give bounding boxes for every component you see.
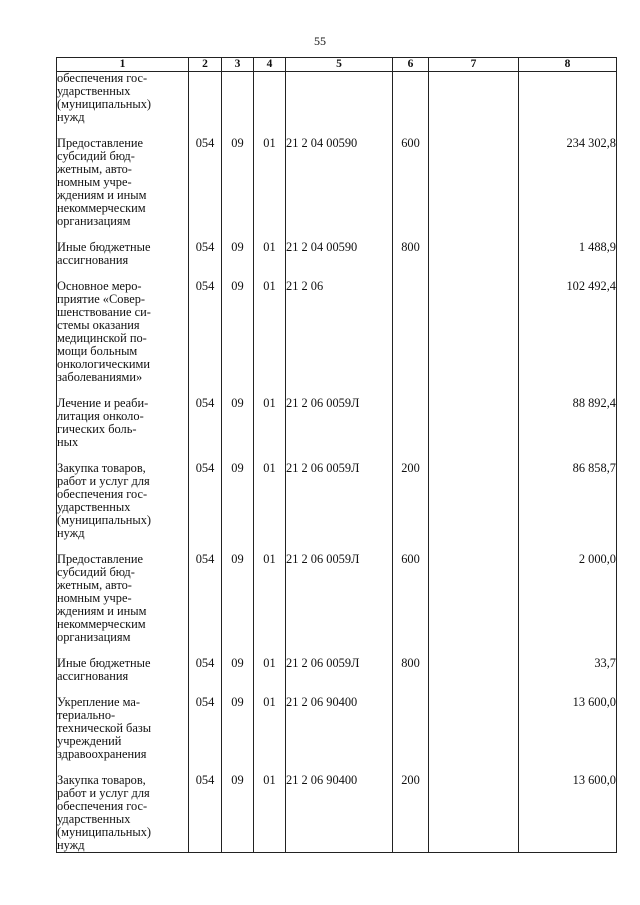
cell-col-5: 21 2 06 90400 bbox=[286, 774, 393, 853]
row-name-line: организациям bbox=[57, 630, 131, 644]
row-name-line: медицинской по- bbox=[57, 331, 147, 345]
row-name-line: териально- bbox=[57, 708, 116, 722]
cell-col-5: 21 2 04 00590 bbox=[286, 137, 393, 241]
cell-col-6: 800 bbox=[393, 657, 429, 696]
cell-col-4: 01 bbox=[254, 241, 286, 280]
cell-col-2: 054 bbox=[189, 553, 222, 657]
cell-col-7 bbox=[429, 397, 519, 462]
cell-col-8: 102 492,4 bbox=[519, 280, 617, 397]
table-row bbox=[57, 696, 617, 774]
row-name-line: номным учре- bbox=[57, 591, 132, 605]
cell-col-8: 86 858,7 bbox=[519, 462, 617, 553]
cell-col-2: 054 bbox=[189, 280, 222, 397]
cell-col-7 bbox=[429, 137, 519, 241]
cell-col-3: 09 bbox=[222, 137, 254, 241]
cell-col-3: 09 bbox=[222, 774, 254, 853]
cell-col-4 bbox=[254, 72, 286, 138]
row-name-line: ассигнования bbox=[57, 253, 129, 267]
table-row bbox=[57, 137, 617, 241]
row-name-line: мощи больным bbox=[57, 344, 138, 358]
row-name-line: приятие «Совер- bbox=[57, 292, 146, 306]
column-header-2: 2 bbox=[189, 58, 222, 72]
cell-col-4: 01 bbox=[254, 696, 286, 774]
row-name-line: (муниципальных) bbox=[57, 97, 152, 111]
row-name-line: некоммерческим bbox=[57, 201, 146, 215]
cell-col-4: 01 bbox=[254, 462, 286, 553]
cell-col-7 bbox=[429, 241, 519, 280]
row-name bbox=[57, 72, 189, 138]
cell-col-4: 01 bbox=[254, 280, 286, 397]
row-name-line: литация онколо- bbox=[57, 409, 144, 423]
cell-col-3: 09 bbox=[222, 657, 254, 696]
row-name-line: учреждений bbox=[57, 734, 122, 748]
cell-col-4: 01 bbox=[254, 553, 286, 657]
table-row bbox=[57, 280, 617, 397]
cell-col-2: 054 bbox=[189, 657, 222, 696]
cell-col-6 bbox=[393, 696, 429, 774]
row-name-line: субсидий бюд- bbox=[57, 149, 135, 163]
table-row bbox=[57, 72, 617, 138]
row-name-line: стемы оказания bbox=[57, 318, 140, 332]
row-name-line: (муниципальных) bbox=[57, 825, 152, 839]
cell-col-3: 09 bbox=[222, 553, 254, 657]
row-name-line: работ и услуг для bbox=[57, 474, 150, 488]
table-row bbox=[57, 553, 617, 657]
cell-col-6: 600 bbox=[393, 137, 429, 241]
cell-col-7 bbox=[429, 553, 519, 657]
row-name-line: нужд bbox=[57, 838, 85, 852]
cell-col-7 bbox=[429, 774, 519, 853]
row-name-line: ждениям и иным bbox=[57, 188, 147, 202]
cell-col-7 bbox=[429, 462, 519, 553]
table-row bbox=[57, 397, 617, 462]
cell-col-2: 054 bbox=[189, 397, 222, 462]
cell-col-6 bbox=[393, 280, 429, 397]
table-body bbox=[57, 72, 617, 853]
column-header-3: 3 bbox=[222, 58, 254, 72]
row-name bbox=[57, 696, 189, 774]
row-name-line: ударственных bbox=[57, 84, 131, 98]
row-name-line: ударственных bbox=[57, 812, 131, 826]
cell-col-8: 1 488,9 bbox=[519, 241, 617, 280]
row-name-line: обеспечения гос- bbox=[57, 71, 148, 85]
page-number: 55 bbox=[314, 34, 326, 48]
row-name-line: организациям bbox=[57, 214, 131, 228]
row-name bbox=[57, 397, 189, 462]
row-name bbox=[57, 774, 189, 853]
row-name-line: жетным, авто- bbox=[57, 162, 132, 176]
table-row bbox=[57, 462, 617, 553]
row-name-line: нужд bbox=[57, 526, 85, 540]
cell-col-5 bbox=[286, 72, 393, 138]
cell-col-2: 054 bbox=[189, 774, 222, 853]
cell-col-2: 054 bbox=[189, 241, 222, 280]
cell-col-5: 21 2 06 0059Л bbox=[286, 553, 393, 657]
row-name-line: субсидий бюд- bbox=[57, 565, 135, 579]
cell-col-6: 200 bbox=[393, 462, 429, 553]
cell-col-5: 21 2 06 0059Л bbox=[286, 462, 393, 553]
table-header bbox=[57, 58, 617, 72]
row-name-line: Иные бюджетные bbox=[57, 656, 151, 670]
cell-col-4: 01 bbox=[254, 774, 286, 853]
column-header-1: 1 bbox=[57, 58, 189, 72]
row-name-line: ных bbox=[57, 435, 79, 449]
row-name-line: шенствование си- bbox=[57, 305, 151, 319]
cell-col-6: 800 bbox=[393, 241, 429, 280]
row-name-line: заболеваниями» bbox=[57, 370, 143, 384]
row-name bbox=[57, 241, 189, 280]
cell-col-3: 09 bbox=[222, 397, 254, 462]
cell-col-7 bbox=[429, 72, 519, 138]
cell-col-8: 13 600,0 bbox=[519, 696, 617, 774]
row-name-line: онкологическими bbox=[57, 357, 151, 371]
row-name bbox=[57, 280, 189, 397]
row-name-line: Предоставление bbox=[57, 552, 143, 566]
row-name-line: Укрепление ма- bbox=[57, 695, 140, 709]
cell-col-4: 01 bbox=[254, 657, 286, 696]
column-header-7: 7 bbox=[429, 58, 519, 72]
row-name-line: обеспечения гос- bbox=[57, 487, 148, 501]
row-name-line: Основное меро- bbox=[57, 279, 142, 293]
cell-col-6 bbox=[393, 72, 429, 138]
table-row bbox=[57, 774, 617, 853]
row-name-line: Закупка товаров, bbox=[57, 773, 146, 787]
cell-col-7 bbox=[429, 657, 519, 696]
column-header-5: 5 bbox=[286, 58, 393, 72]
column-header-4: 4 bbox=[254, 58, 286, 72]
row-name bbox=[57, 462, 189, 553]
row-name-line: здравоохранения bbox=[57, 747, 147, 761]
budget-table bbox=[56, 57, 617, 853]
cell-col-8: 88 892,4 bbox=[519, 397, 617, 462]
row-name-line: обеспечения гос- bbox=[57, 799, 148, 813]
cell-col-4: 01 bbox=[254, 137, 286, 241]
cell-col-3: 09 bbox=[222, 696, 254, 774]
column-header-8: 8 bbox=[519, 58, 617, 72]
cell-col-3: 09 bbox=[222, 280, 254, 397]
cell-col-2: 054 bbox=[189, 696, 222, 774]
row-name-line: Лечение и реаби- bbox=[57, 396, 149, 410]
row-name bbox=[57, 657, 189, 696]
row-name-line: Предоставление bbox=[57, 136, 143, 150]
table-row bbox=[57, 241, 617, 280]
row-name bbox=[57, 137, 189, 241]
cell-col-6: 200 bbox=[393, 774, 429, 853]
row-name-line: некоммерческим bbox=[57, 617, 146, 631]
cell-col-8: 13 600,0 bbox=[519, 774, 617, 853]
row-name-line: нужд bbox=[57, 110, 85, 124]
cell-col-2: 054 bbox=[189, 137, 222, 241]
cell-col-4: 01 bbox=[254, 397, 286, 462]
row-name-line: работ и услуг для bbox=[57, 786, 150, 800]
table-row bbox=[57, 657, 617, 696]
row-name-line: номным учре- bbox=[57, 175, 132, 189]
cell-col-5: 21 2 06 90400 bbox=[286, 696, 393, 774]
cell-col-5: 21 2 06 0059Л bbox=[286, 397, 393, 462]
row-name-line: ассигнования bbox=[57, 669, 129, 683]
row-name-line: ждениям и иным bbox=[57, 604, 147, 618]
cell-col-3: 09 bbox=[222, 241, 254, 280]
cell-col-5: 21 2 06 0059Л bbox=[286, 657, 393, 696]
cell-col-8: 33,7 bbox=[519, 657, 617, 696]
row-name-line: (муниципальных) bbox=[57, 513, 152, 527]
cell-col-8: 2 000,0 bbox=[519, 553, 617, 657]
cell-col-2: 054 bbox=[189, 462, 222, 553]
row-name-line: Закупка товаров, bbox=[57, 461, 146, 475]
cell-col-5: 21 2 04 00590 bbox=[286, 241, 393, 280]
cell-col-7 bbox=[429, 696, 519, 774]
cell-col-2 bbox=[189, 72, 222, 138]
cell-col-6 bbox=[393, 397, 429, 462]
cell-col-6: 600 bbox=[393, 553, 429, 657]
cell-col-8: 234 302,8 bbox=[519, 137, 617, 241]
row-name-line: жетным, авто- bbox=[57, 578, 132, 592]
header-row bbox=[57, 58, 617, 72]
row-name-line: гических боль- bbox=[57, 422, 137, 436]
cell-col-5: 21 2 06 bbox=[286, 280, 393, 397]
cell-col-7 bbox=[429, 280, 519, 397]
row-name-line: технической базы bbox=[57, 721, 152, 735]
column-header-6: 6 bbox=[393, 58, 429, 72]
cell-col-3 bbox=[222, 72, 254, 138]
row-name-line: ударственных bbox=[57, 500, 131, 514]
cell-col-3: 09 bbox=[222, 462, 254, 553]
row-name bbox=[57, 553, 189, 657]
cell-col-8 bbox=[519, 72, 617, 138]
row-name-line: Иные бюджетные bbox=[57, 240, 151, 254]
